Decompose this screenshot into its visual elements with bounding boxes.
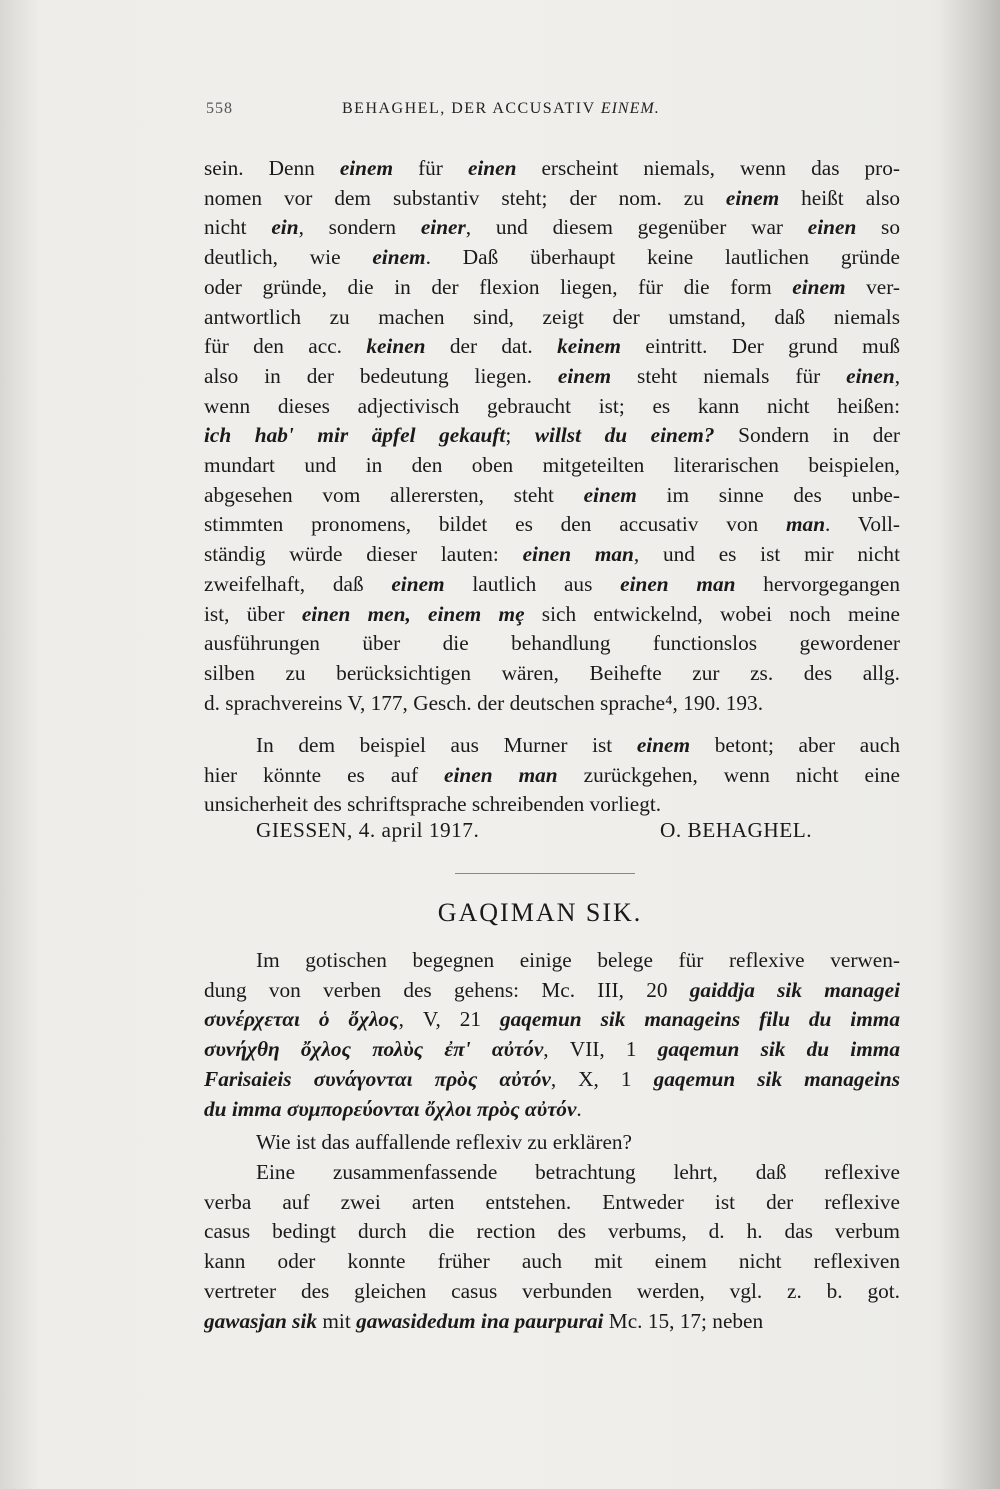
text-run: Im gotischen begegnen einige belege für reflexive verwen- <box>256 948 900 972</box>
italic-word: gaqemun sik manageins filu du imma <box>499 1007 900 1032</box>
text-run: . <box>576 1096 582 1121</box>
paragraph1-line <box>204 659 900 689</box>
text-run: d. sprachvereins V, 177, Gesch. der deutschen sprache⁴, 190. 193. <box>204 690 764 715</box>
italic-word: gawasidedum ina paurpurai <box>356 1308 604 1333</box>
italic-word: einer <box>420 215 466 240</box>
text-run: dung von verben des gehens: Mc. III, 20 <box>204 977 690 1002</box>
text-run: silben zu berücksichtigen wären, Beihefte zur zs. des allg. <box>204 660 900 685</box>
paragraph1-line <box>204 154 900 184</box>
paragraph1-line <box>204 243 900 273</box>
text-run: hier könnte es auf <box>204 762 445 787</box>
text-run: zurückgehen, wenn nicht eine <box>557 762 900 787</box>
section-title: GAQIMAN SIK. <box>437 898 643 927</box>
text-run: sein. Denn <box>204 156 340 180</box>
signature-author: O. BEHAGHEL. <box>660 818 813 842</box>
text-run: für den acc. <box>204 334 367 359</box>
text-run: Mc. 15, 17; neben <box>603 1308 764 1333</box>
paragraph1-line <box>204 184 900 214</box>
paragraph5-line <box>204 1307 900 1337</box>
italic-word: willst du einem? <box>534 423 715 448</box>
paragraph3-line <box>204 946 900 976</box>
italic-word: einem <box>372 245 426 270</box>
text-run: lautlich aus <box>444 571 621 596</box>
text-run: eintritt. Der grund muß <box>621 334 900 359</box>
italic-word: ein <box>271 215 299 240</box>
italic-word: gawasjan sik <box>204 1308 318 1333</box>
italic-word: einem <box>792 274 846 299</box>
paragraph1-line <box>204 540 900 570</box>
italic-word: Farisaieis συνάγονται πρὸς αὐτόν <box>204 1066 551 1091</box>
paragraph1-line <box>204 570 900 600</box>
text-run: deutlich, wie <box>204 245 373 270</box>
paragraph3-line <box>204 1005 900 1035</box>
text-run: , und es ist mir nicht <box>633 542 900 567</box>
text-run: mundart und in den oben mitgeteilten literarischen beispielen, <box>204 453 900 477</box>
text-run: nicht <box>204 215 272 240</box>
text-run: erscheint niemals, wenn das pro- <box>516 156 900 180</box>
text-run: ausführungen über die behandlung functionslos gewordener <box>204 631 900 656</box>
section-divider <box>455 873 635 874</box>
text-run: steht niemals für <box>611 363 847 388</box>
italic-word: gaiddja sik managei <box>689 977 900 1002</box>
page-header <box>206 100 906 130</box>
italic-word: συνήχθη ὄχλος πολὺς ἐπ' αὐτόν <box>204 1037 544 1062</box>
paragraph3-line <box>204 1095 900 1125</box>
text-run: ver- <box>845 274 900 299</box>
text-run: also in der bedeutung liegen. <box>204 363 558 388</box>
paragraph5-line <box>204 1247 900 1277</box>
text-run: nomen vor dem substantiv steht; der nom. zu <box>204 185 726 210</box>
text-run: In dem beispiel aus Murner ist <box>256 733 637 757</box>
running-head-italic: EINEM. <box>600 100 660 117</box>
text-run: verba auf zwei arten entstehen. Entweder ist der reflexive <box>204 1189 900 1214</box>
text-run: der dat. <box>425 334 558 359</box>
italic-word: keinem <box>557 334 621 359</box>
paragraph1-line <box>204 213 900 243</box>
paragraph1-line <box>204 510 900 540</box>
text-run: ständig würde dieser lauten: <box>204 542 523 567</box>
paragraph3-line <box>204 1035 900 1065</box>
paragraph2-line <box>204 761 900 791</box>
italic-word: gaqemun sik du imma <box>657 1037 900 1062</box>
text-run: ; <box>505 423 535 448</box>
text-run: abgesehen vom allerersten, steht <box>204 482 584 507</box>
italic-word: einem <box>391 571 445 596</box>
paragraph1-line <box>204 362 900 392</box>
text-run: stimmten pronomens, bildet es den accusativ von <box>204 512 786 537</box>
binding-shadow <box>940 0 1000 1489</box>
text-run: kann oder konnte früher auch mit einem nicht reflexiven <box>204 1249 900 1274</box>
italic-word: einem <box>583 482 637 507</box>
italic-word: einem <box>636 733 691 757</box>
text-run: im sinne des unbe- <box>636 482 900 507</box>
text-run: unsicherheit des schriftsprache schreibenden vorliegt. <box>204 792 662 817</box>
italic-word: man <box>785 512 826 537</box>
text-run: heißt also <box>779 185 900 210</box>
text-run: , sondern <box>298 215 421 240</box>
paragraph5-line <box>204 1277 900 1307</box>
paragraph4-line <box>204 1128 900 1158</box>
text-run: , X, 1 <box>550 1066 654 1091</box>
text-run: Wie ist das auffallende reflexiv zu erklären? <box>256 1130 632 1154</box>
italic-word: einen <box>807 215 857 240</box>
page-number: 558 <box>206 100 233 117</box>
text-run: wenn dieses adjectivisch gebraucht ist; es kann nicht heißen: <box>204 393 900 418</box>
text-run: für <box>393 156 468 180</box>
text-run: hervorgegangen <box>735 571 900 596</box>
italic-word: du imma συμπορεύονται ὄχλοι πρὸς αὐτόν <box>204 1096 577 1121</box>
italic-word: einen man <box>620 571 736 596</box>
text-run: casus bedingt durch die rection des verbums, d. h. das verbum <box>204 1219 900 1244</box>
text-run: ist, über <box>204 601 302 626</box>
italic-word: gaqemun sik manageins <box>653 1066 900 1091</box>
italic-word: einen <box>846 363 895 388</box>
paragraph5-line <box>204 1217 900 1247</box>
text-run: zweifelhaft, daß <box>204 571 392 596</box>
paragraph5-line <box>204 1188 900 1218</box>
paragraph1-line <box>204 273 900 303</box>
text-run: mit <box>317 1308 357 1333</box>
text-run: Sondern in der <box>714 423 900 448</box>
paragraph1-line <box>204 600 900 630</box>
italic-word: ich hab' mir äpfel gekauft <box>204 423 506 448</box>
paragraph5-line <box>204 1158 900 1188</box>
paragraph2-line <box>204 790 900 820</box>
italic-word: einen man <box>522 542 634 567</box>
paragraph1-line <box>204 392 900 422</box>
text-run: Eine zusammenfassende betrachtung lehrt, daß reflexive <box>256 1160 900 1184</box>
italic-word: einem <box>557 363 612 388</box>
text-run: sich entwickelnd, wobei noch meine <box>524 601 900 626</box>
text-run: . Daß überhaupt keine lautlichen gründe <box>425 245 900 270</box>
italic-word: einem <box>725 185 780 210</box>
text-run: . Voll- <box>825 512 900 537</box>
italic-word: einen <box>467 156 517 180</box>
paragraph1-line <box>204 451 900 481</box>
italic-word: einen men, einem mȩ <box>301 601 525 626</box>
text-run: so <box>856 215 900 240</box>
signature-place-date: GIESSEN, 4. april 1917. <box>256 818 480 842</box>
italic-word: einem <box>339 156 394 180</box>
paragraph1-line <box>204 421 900 451</box>
italic-word: συνέρχεται ὁ ὄχλος <box>204 1007 399 1032</box>
running-head-text: BEHAGHEL, DER ACCUSATIV <box>342 100 596 117</box>
text-run: betont; aber auch <box>690 733 900 757</box>
text-run: oder gründe, die in der flexion liegen, für die form <box>204 274 793 299</box>
text-run: , V, 21 <box>398 1007 500 1032</box>
text-run: , <box>894 363 900 388</box>
paragraph1-line <box>204 303 900 333</box>
paragraph2-line <box>204 731 900 761</box>
italic-word: keinen <box>366 334 426 359</box>
paragraph1-line <box>204 629 900 659</box>
paragraph1-line <box>204 481 900 511</box>
paragraph3-line <box>204 976 900 1006</box>
text-run: , und diesem gegenüber war <box>465 215 808 240</box>
text-run: , VII, 1 <box>543 1037 658 1062</box>
running-head <box>342 100 660 118</box>
paragraph1-line <box>204 689 900 719</box>
paragraph1-line <box>204 332 900 362</box>
text-run: vertreter des gleichen casus verbunden werden, vgl. z. b. got. <box>204 1278 900 1303</box>
italic-word: einen man <box>444 762 558 787</box>
paragraph3-line <box>204 1065 900 1095</box>
text-run: antwortlich zu machen sind, zeigt der umstand, daß niemals <box>204 304 900 329</box>
